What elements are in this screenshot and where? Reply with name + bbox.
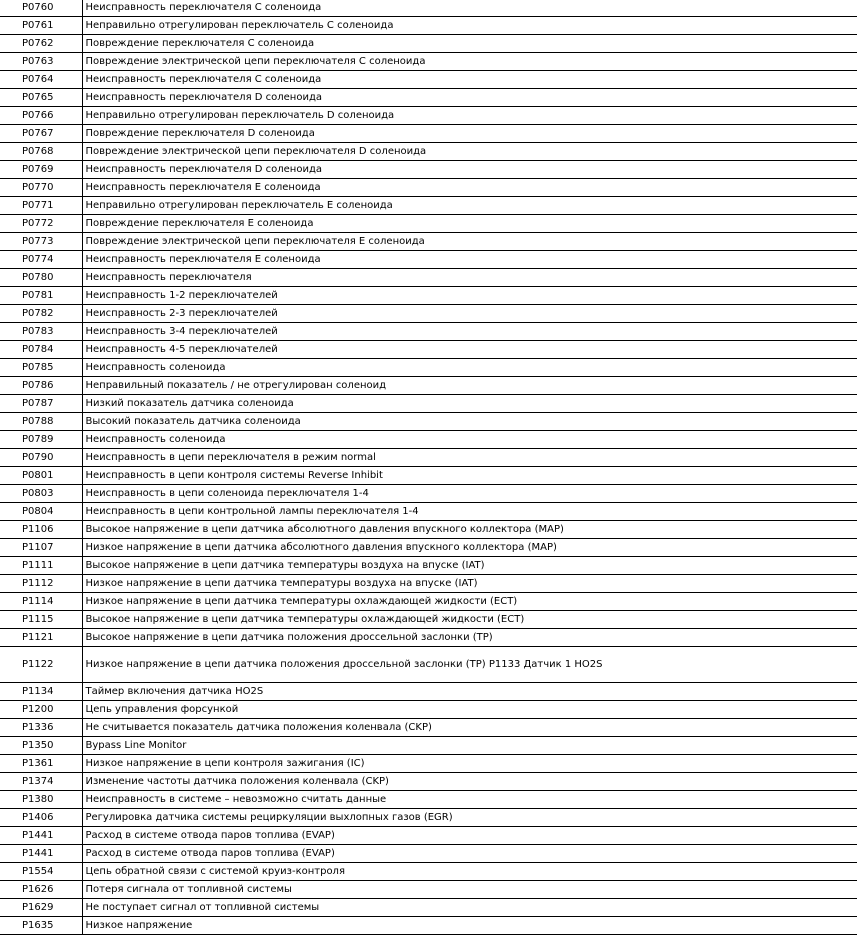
code-cell: P0766 <box>0 107 82 125</box>
description-cell: Неправильно отрегулирован переключатель D соленоида <box>82 107 857 125</box>
table-row <box>0 647 857 683</box>
description-cell: Неисправность 1-2 переключателей <box>82 287 857 305</box>
code-cell: P0789 <box>0 431 82 449</box>
description-cell: Неисправность 2-3 переключателей <box>82 305 857 323</box>
table-row <box>0 305 857 323</box>
description-cell: Регулировка датчика системы рециркуляции выхлопных газов (EGR) <box>82 809 857 827</box>
description-cell: Повреждение переключателя C соленоида <box>82 35 857 53</box>
table-row <box>0 629 857 647</box>
code-cell: P1106 <box>0 521 82 539</box>
table-row <box>0 521 857 539</box>
code-cell: P0786 <box>0 377 82 395</box>
description-cell: Низкий показатель датчика соленоида <box>82 395 857 413</box>
table-row <box>0 53 857 71</box>
code-cell: P0764 <box>0 71 82 89</box>
code-cell: P0762 <box>0 35 82 53</box>
code-cell: P1380 <box>0 791 82 809</box>
table-row <box>0 701 857 719</box>
code-cell: P0769 <box>0 161 82 179</box>
description-cell: Bypass Line Monitor <box>82 737 857 755</box>
table-row <box>0 575 857 593</box>
code-cell: P0763 <box>0 53 82 71</box>
description-cell: Не поступает сигнал от топливной системы <box>82 899 857 917</box>
code-cell: P1374 <box>0 773 82 791</box>
table-row <box>0 125 857 143</box>
description-cell: Неисправность переключателя C соленоида <box>82 71 857 89</box>
table-row <box>0 503 857 521</box>
code-cell: P1406 <box>0 809 82 827</box>
code-cell: P0768 <box>0 143 82 161</box>
description-cell: Неисправность переключателя E соленоида <box>82 251 857 269</box>
description-cell: Неисправность 4-5 переключателей <box>82 341 857 359</box>
description-cell: Потеря сигнала от топливной системы <box>82 881 857 899</box>
table-row <box>0 611 857 629</box>
description-cell: Неисправность в цепи контроля системы Reverse Inhibit <box>82 467 857 485</box>
table-row <box>0 0 857 17</box>
code-cell: P0785 <box>0 359 82 377</box>
description-cell: Низкое напряжение в цепи датчика температуры воздуха на впуске (IAT) <box>82 575 857 593</box>
description-cell: Высокое напряжение в цепи датчика абсолютного давления впускного коллектора (MAP) <box>82 521 857 539</box>
code-cell: P0782 <box>0 305 82 323</box>
code-cell: P1629 <box>0 899 82 917</box>
description-cell: Цепь управления форсункой <box>82 701 857 719</box>
table-row <box>0 899 857 917</box>
code-cell: P0788 <box>0 413 82 431</box>
table-row <box>0 269 857 287</box>
table-row <box>0 251 857 269</box>
code-cell: P1336 <box>0 719 82 737</box>
table-row <box>0 467 857 485</box>
description-cell: Неисправность в цепи переключателя в режим normal <box>82 449 857 467</box>
code-cell: P0801 <box>0 467 82 485</box>
table-row <box>0 359 857 377</box>
description-cell: Высокое напряжение в цепи датчика температуры воздуха на впуске (IAT) <box>82 557 857 575</box>
table-row <box>0 755 857 773</box>
table-row <box>0 143 857 161</box>
description-cell: Высокий показатель датчика соленоида <box>82 413 857 431</box>
table-row <box>0 683 857 701</box>
code-cell: P1635 <box>0 917 82 935</box>
code-cell: P1122 <box>0 647 82 683</box>
description-cell: Повреждение переключателя E соленоида <box>82 215 857 233</box>
table-row <box>0 863 857 881</box>
description-cell: Неправильно отрегулирован переключатель C соленоида <box>82 17 857 35</box>
table-row <box>0 845 857 863</box>
table-row <box>0 17 857 35</box>
description-cell: Неисправность в цепи контрольной лампы переключателя 1-4 <box>82 503 857 521</box>
table-row <box>0 791 857 809</box>
table-row <box>0 719 857 737</box>
description-cell: Не считывается показатель датчика положения коленвала (CKP) <box>82 719 857 737</box>
description-cell: Повреждение электрической цепи переключателя E соленоида <box>82 233 857 251</box>
code-cell: P0774 <box>0 251 82 269</box>
table-row <box>0 215 857 233</box>
table-row <box>0 827 857 845</box>
code-cell: P0790 <box>0 449 82 467</box>
code-cell: P0765 <box>0 89 82 107</box>
description-cell: Высокое напряжение в цепи датчика температуры охлаждающей жидкости (ECT) <box>82 611 857 629</box>
code-cell: P0773 <box>0 233 82 251</box>
code-cell: P1441 <box>0 845 82 863</box>
code-cell: P1115 <box>0 611 82 629</box>
table-row <box>0 287 857 305</box>
code-cell: P0784 <box>0 341 82 359</box>
code-cell: P1626 <box>0 881 82 899</box>
table-row <box>0 323 857 341</box>
code-cell: P1200 <box>0 701 82 719</box>
code-cell: P0803 <box>0 485 82 503</box>
code-cell: P1111 <box>0 557 82 575</box>
code-cell: P1361 <box>0 755 82 773</box>
table-row <box>0 737 857 755</box>
code-cell: P0772 <box>0 215 82 233</box>
code-cell: P0770 <box>0 179 82 197</box>
table-row <box>0 557 857 575</box>
description-cell: Неправильный показатель / не отрегулирован соленоид <box>82 377 857 395</box>
table-row <box>0 431 857 449</box>
table-row <box>0 773 857 791</box>
table-row <box>0 539 857 557</box>
description-cell: Неисправность 3-4 переключателей <box>82 323 857 341</box>
table-row <box>0 485 857 503</box>
code-cell: P0781 <box>0 287 82 305</box>
table-row <box>0 107 857 125</box>
table-row <box>0 179 857 197</box>
description-cell: Высокое напряжение в цепи датчика положения дроссельной заслонки (TP) <box>82 629 857 647</box>
description-cell: Низкое напряжение в цепи контроля зажигания (IC) <box>82 755 857 773</box>
description-cell: Неисправность переключателя D соленоида <box>82 161 857 179</box>
table-row <box>0 161 857 179</box>
table-row <box>0 413 857 431</box>
code-cell: P0767 <box>0 125 82 143</box>
code-cell: P1112 <box>0 575 82 593</box>
description-cell: Цепь обратной связи с системой круиз-контроля <box>82 863 857 881</box>
description-cell: Изменение частоты датчика положения коленвала (CKP) <box>82 773 857 791</box>
description-cell: Расход в системе отвода паров топлива (EVAP) <box>82 827 857 845</box>
description-cell: Неисправность переключателя D соленоида <box>82 89 857 107</box>
description-cell: Расход в системе отвода паров топлива (EVAP) <box>82 845 857 863</box>
code-cell: P1441 <box>0 827 82 845</box>
code-cell: P1554 <box>0 863 82 881</box>
description-cell: Неисправность соленоида <box>82 359 857 377</box>
code-cell: P0804 <box>0 503 82 521</box>
description-cell: Повреждение электрической цепи переключателя C соленоида <box>82 53 857 71</box>
description-cell: Таймер включения датчика HO2S <box>82 683 857 701</box>
table-row <box>0 35 857 53</box>
description-cell: Неисправность переключателя E соленоида <box>82 179 857 197</box>
code-cell: P1121 <box>0 629 82 647</box>
table-row <box>0 377 857 395</box>
table-row <box>0 233 857 251</box>
code-cell: P1134 <box>0 683 82 701</box>
table-row <box>0 71 857 89</box>
description-cell: Низкое напряжение в цепи датчика абсолютного давления впускного коллектора (MAP) <box>82 539 857 557</box>
description-cell: Повреждение переключателя D соленоида <box>82 125 857 143</box>
table-row <box>0 449 857 467</box>
code-cell: P0761 <box>0 17 82 35</box>
table-row <box>0 341 857 359</box>
table-row <box>0 197 857 215</box>
code-cell: P0787 <box>0 395 82 413</box>
description-cell: Неправильно отрегулирован переключатель E соленоида <box>82 197 857 215</box>
description-cell: Неисправность в системе – невозможно считать данные <box>82 791 857 809</box>
code-cell: P0783 <box>0 323 82 341</box>
table-row <box>0 395 857 413</box>
description-cell: Неисправность в цепи соленоида переключателя 1-4 <box>82 485 857 503</box>
code-cell: P1107 <box>0 539 82 557</box>
code-cell: P0771 <box>0 197 82 215</box>
description-cell: Низкое напряжение <box>82 917 857 935</box>
table-row <box>0 881 857 899</box>
description-cell: Низкое напряжение в цепи датчика температуры охлаждающей жидкости (ECT) <box>82 593 857 611</box>
table-row <box>0 593 857 611</box>
description-cell: Низкое напряжение в цепи датчика положения дроссельной заслонки (TP) P1133 Датчик 1 HO2S <box>82 647 857 683</box>
code-cell: P1114 <box>0 593 82 611</box>
table-row <box>0 89 857 107</box>
description-cell: Неисправность переключателя C соленоида <box>82 0 857 17</box>
description-cell: Неисправность соленоида <box>82 431 857 449</box>
table-row <box>0 809 857 827</box>
description-cell: Повреждение электрической цепи переключателя D соленоида <box>82 143 857 161</box>
code-cell: P0780 <box>0 269 82 287</box>
table-row <box>0 917 857 935</box>
code-cell: P1350 <box>0 737 82 755</box>
description-cell: Неисправность переключателя <box>82 269 857 287</box>
code-cell: P0760 <box>0 0 82 17</box>
